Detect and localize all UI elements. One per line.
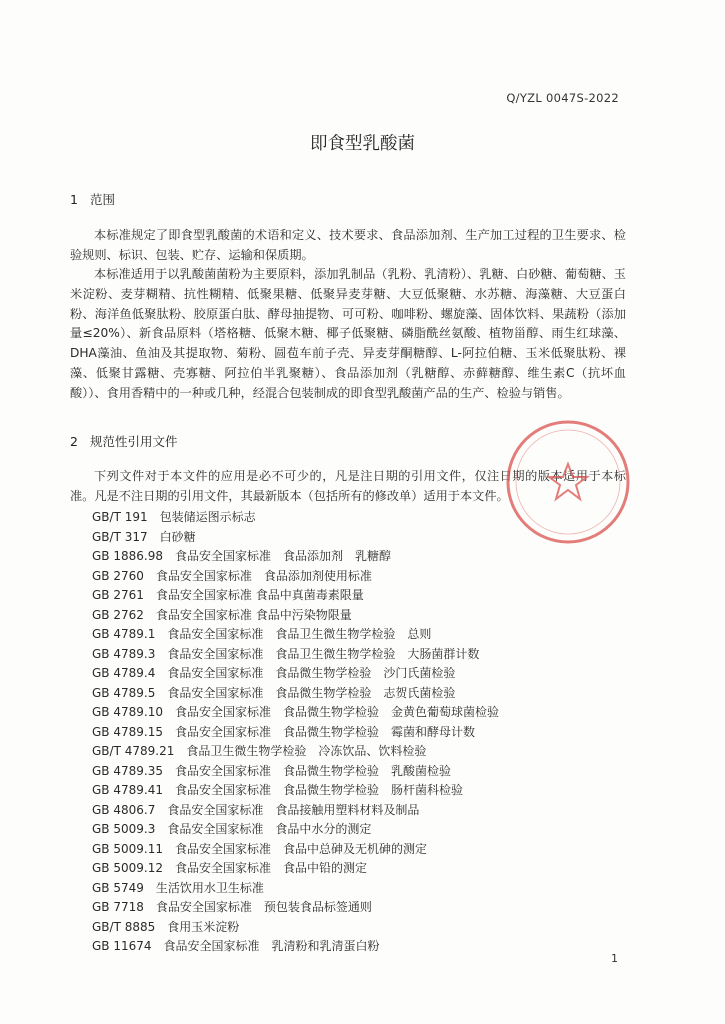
reference-title: 食品安全国家标准 食品微生物学检验 乳酸菌检验 — [174, 763, 451, 778]
reference-item — [92, 859, 612, 879]
reference-item — [92, 645, 612, 665]
reference-item — [92, 723, 612, 743]
reference-title: 食品安全国家标准 预包装食品标签通则 — [155, 900, 372, 914]
reference-code: GB 2761 — [92, 588, 144, 602]
reference-title: 食用玉米淀粉 — [167, 919, 240, 934]
reference-item — [92, 820, 612, 840]
reference-code: GB 5009.3 — [92, 822, 156, 836]
reference-item — [92, 840, 612, 860]
reference-code: GB 4806.7 — [92, 802, 156, 817]
reference-title: 食品安全国家标准 食品卫生微生物学检验 大肠菌群计数 — [167, 646, 480, 661]
section-number: 2 — [70, 434, 78, 449]
reference-code: GB/T 191 — [92, 510, 148, 524]
reference-code: GB 4789.35 — [92, 763, 163, 778]
reference-title: 食品安全国家标准 食品微生物学检验 霉菌和酵母计数 — [174, 724, 475, 739]
reference-item — [92, 879, 612, 899]
reference-item — [92, 586, 612, 606]
reference-title: 食品安全国家标准 食品微生物学检验 肠杆菌科检验 — [174, 783, 463, 797]
reference-code: GB/T 317 — [92, 529, 148, 544]
document-code: Q/YZL 0047S-2022 — [506, 91, 619, 105]
reference-item — [92, 742, 612, 762]
reference-code: GB 4789.41 — [92, 783, 163, 797]
section-title: 范围 — [90, 192, 116, 207]
reference-title: 食品安全国家标准 食品中总砷及无机砷的测定 — [174, 841, 427, 856]
document-title: 即食型乳酸菌 — [310, 134, 415, 154]
company-seal-stamp — [504, 418, 632, 546]
reference-list — [92, 508, 612, 957]
reference-title: 食品安全国家标准 食品中真菌毒素限量 — [155, 588, 364, 602]
section-heading-scope — [70, 190, 115, 208]
reference-item — [92, 684, 612, 704]
references-intro-paragraph: 下列文件对于本文件的应用是必不可少的，凡是注日期的引用文件，仅注日期的版本适用于本标准。凡是不注日期的引用文件，其最新版本（包括所有的修改单）适用于本文件。 — [70, 469, 626, 503]
reference-item — [92, 898, 612, 918]
reference-code: GB/T 4789.21 — [92, 744, 175, 758]
reference-title: 食品安全国家标准 食品微生物学检验 沙门氏菌检验 — [167, 666, 456, 680]
reference-code: GB 2760 — [92, 568, 144, 583]
reference-code: GB 1886.98 — [92, 549, 163, 563]
reference-code: GB 4789.4 — [92, 666, 156, 680]
reference-title: 食品安全国家标准 食品卫生微生物学检验 总则 — [167, 627, 432, 641]
section-number: 1 — [70, 192, 78, 207]
reference-title: 食品安全国家标准 食品添加剂使用标准 — [155, 568, 372, 583]
reference-item — [92, 762, 612, 782]
reference-item — [92, 547, 612, 567]
reference-title: 白砂糖 — [159, 529, 196, 544]
reference-item — [92, 567, 612, 587]
reference-code: GB 2762 — [92, 607, 144, 622]
reference-code: GB 4789.3 — [92, 646, 156, 661]
reference-item — [92, 781, 612, 801]
reference-title: 食品卫生微生物学检验 冷冻饮品、饮料检验 — [186, 744, 427, 758]
reference-title: 食品安全国家标准 食品中水分的测定 — [167, 822, 372, 836]
page-number: 1 — [611, 952, 618, 965]
reference-code: GB 4789.10 — [92, 705, 163, 719]
reference-item — [92, 606, 612, 626]
scope-paragraph-2: 本标准适用于以乳酸菌菌粉为主要原料，添加乳制品（乳粉、乳清粉）、乳糖、白砂糖、葡萄糖、玉米淀粉、麦芽糊精、抗性糊精、低聚果糖、低聚异麦芽糖、大豆低聚糖、水苏糖、海藻糖、大豆蛋白粉、海洋鱼低聚肽粉、胶原蛋白肽、酵母抽提物、可可粉、咖啡粉、螺旋藻、固体饮料、果蔬粉（添加量≤20%）、新食品原料（塔格糖、低聚木糖、椰子低聚糖、磷脂酰丝氨酸、植物甾醇、雨生红球藻、DHA藻油、鱼油及其提取物、菊粉、圆苞车前子壳、异麦芽酮糖醇、L-阿拉伯糖、玉米低聚肽粉、裸藻、低聚甘露糖、壳寡糖、阿拉伯半乳聚糖）、食品添加剂（乳糖醇、赤藓糖醇、维生素C（抗坏血酸））、食用香精中的一种或几种，经混合包装制成的即食型乳酸菌产品的生产、检验与销售。 — [70, 267, 626, 400]
reference-item — [92, 703, 612, 723]
reference-title: 食品安全国家标准 食品接触用塑料材料及制品 — [167, 802, 420, 817]
reference-code: GB 5009.11 — [92, 841, 163, 856]
reference-title: 食品安全国家标准 食品中污染物限量 — [155, 607, 352, 622]
reference-item — [92, 625, 612, 645]
reference-item — [92, 801, 612, 821]
reference-code: GB 11674 — [92, 939, 152, 953]
reference-title: 食品安全国家标准 食品微生物学检验 志贺氏菌检验 — [167, 685, 456, 700]
scope-paragraph-1: 本标准规定了即食型乳酸菌的术语和定义、技术要求、食品添加剂、生产加工过程的卫生要求、检验规则、标识、包装、贮存、运输和保质期。 — [70, 228, 626, 262]
reference-title: 食品安全国家标准 食品微生物学检验 金黄色葡萄球菌检验 — [174, 705, 499, 719]
reference-title: 食品安全国家标准 食品中铅的测定 — [174, 861, 367, 875]
reference-code: GB 4789.1 — [92, 627, 156, 641]
section-title: 规范性引用文件 — [90, 434, 178, 449]
reference-title: 生活饮用水卫生标准 — [155, 880, 264, 895]
reference-code: GB 4789.5 — [92, 685, 156, 700]
reference-title: 食品安全国家标准 食品添加剂 乳糖醇 — [174, 549, 391, 563]
reference-code: GB 4789.15 — [92, 724, 163, 739]
reference-code: GB/T 8885 — [92, 919, 156, 934]
reference-title: 包装储运图示标志 — [159, 510, 256, 524]
reference-item — [92, 918, 612, 938]
section-heading-references — [70, 432, 178, 450]
reference-title: 食品安全国家标准 乳清粉和乳清蛋白粉 — [163, 939, 380, 953]
reference-item — [92, 937, 612, 957]
reference-item — [92, 664, 612, 684]
reference-code: GB 7718 — [92, 900, 144, 914]
reference-code: GB 5009.12 — [92, 861, 163, 875]
reference-code: GB 5749 — [92, 880, 144, 895]
